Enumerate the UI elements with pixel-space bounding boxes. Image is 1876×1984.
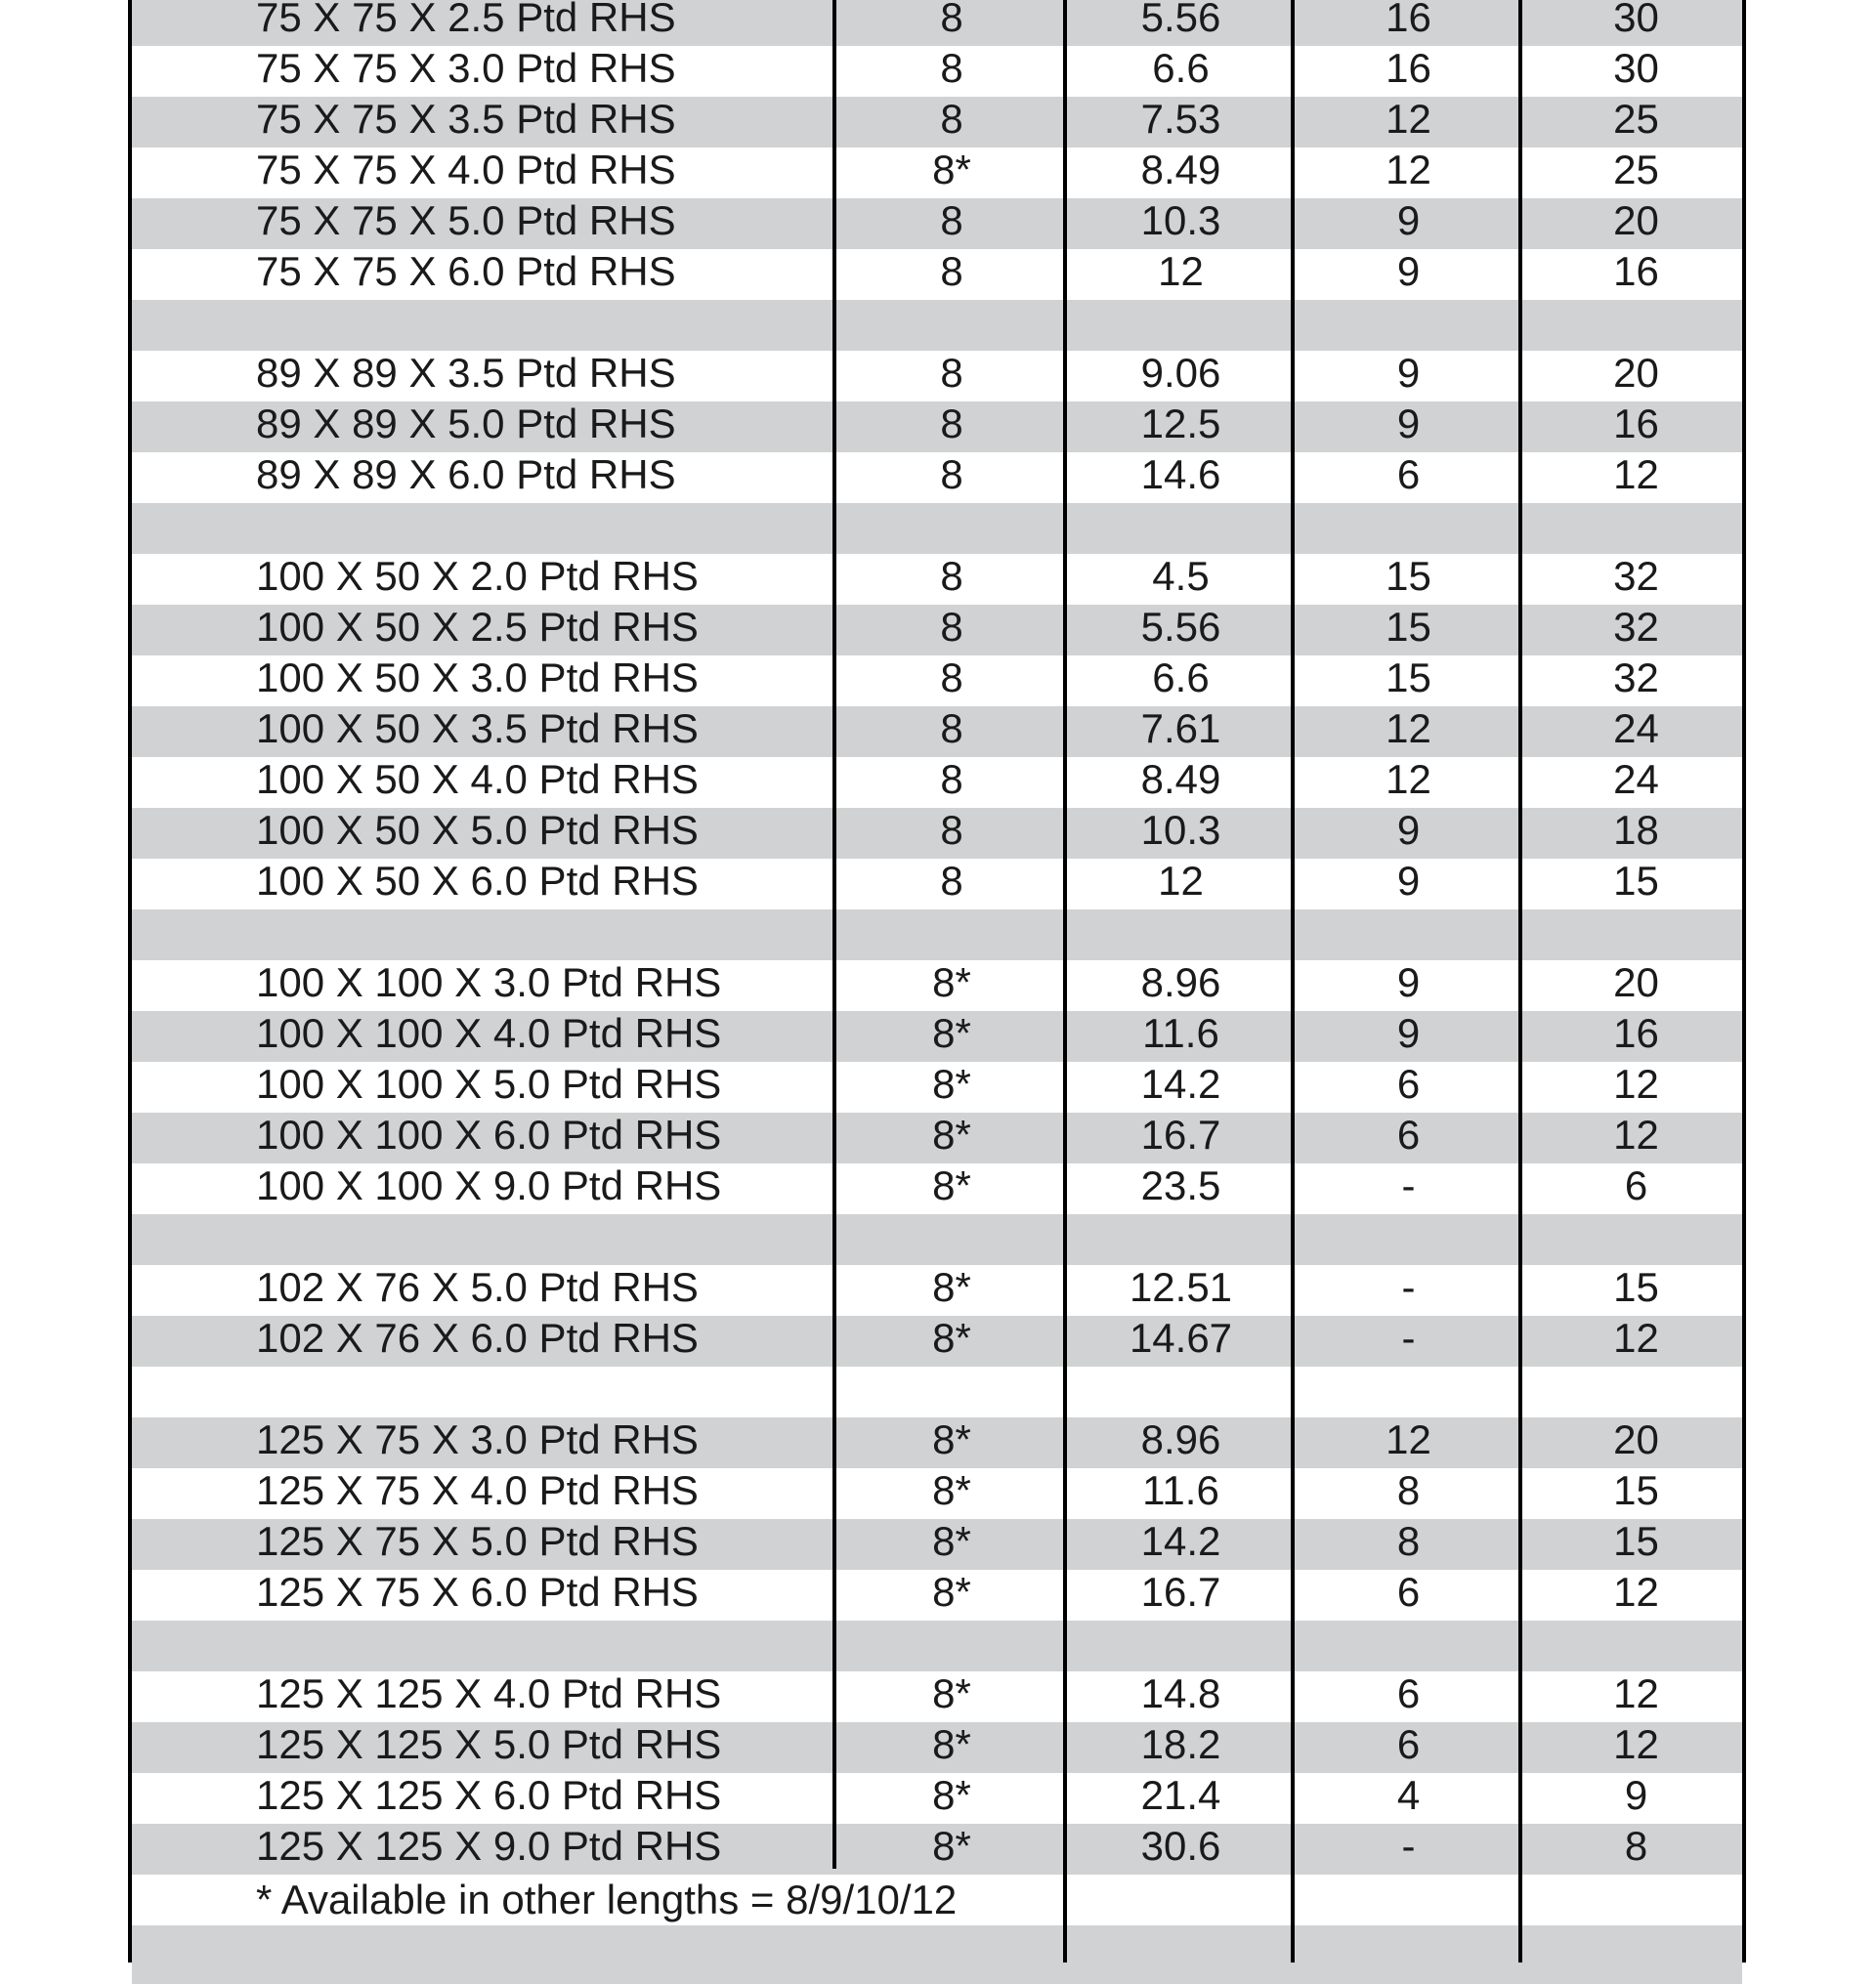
pack-qty-cell: 4 [1396,1772,1421,1818]
length-cell: 8* [932,1264,971,1310]
weight-cell: 30.6 [1140,1823,1221,1869]
size-cell: 100 X 100 X 3.0 Ptd RHS [256,959,722,1005]
table-row [132,97,1742,148]
size-cell: 100 X 50 X 5.0 Ptd RHS [256,807,699,853]
weight-cell [1067,300,1295,351]
weight-cell [1067,503,1295,554]
bundle-qty-cell: 20 [1613,197,1659,243]
size-cell: 75 X 75 X 5.0 Ptd RHS [256,197,676,243]
size-cell: 100 X 50 X 2.0 Ptd RHS [256,553,699,599]
pack-qty-cell: 12 [1386,1416,1431,1462]
weight-cell: 14.2 [1140,1061,1221,1107]
pack-qty-cell: 9 [1396,807,1421,853]
size-cell: 75 X 75 X 2.5 Ptd RHS [256,0,676,40]
weight-cell: 23.5 [1140,1162,1221,1208]
table-row [132,1722,1742,1773]
pack-qty-cell: 6 [1396,1061,1421,1107]
pack-qty-cell: 6 [1396,1721,1421,1767]
size-cell: 100 X 100 X 9.0 Ptd RHS [256,1162,722,1208]
bundle-qty-cell [1522,1214,1750,1265]
table-row [132,655,1742,706]
size-cell: 89 X 89 X 6.0 Ptd RHS [256,451,676,497]
weight-cell: 11.6 [1142,1467,1219,1513]
size-cell: 100 X 50 X 2.5 Ptd RHS [256,604,699,650]
weight-cell: 14.8 [1140,1670,1221,1716]
bundle-qty-cell: 9 [1624,1772,1648,1818]
size-cell: 100 X 50 X 3.0 Ptd RHS [256,654,699,700]
size-cell: 100 X 100 X 6.0 Ptd RHS [256,1112,722,1158]
size-cell: 89 X 89 X 5.0 Ptd RHS [256,401,676,446]
bundle-qty-cell: 25 [1613,147,1659,192]
bundle-qty-cell: 16 [1613,401,1659,446]
bundle-qty-cell: 15 [1613,1467,1659,1513]
table-row [132,808,1742,859]
bundle-qty-cell: 24 [1613,705,1659,751]
pack-qty-cell [1295,909,1522,960]
pack-qty-cell [1295,1621,1522,1671]
pack-qty-cell: 15 [1386,604,1431,650]
table-row [132,706,1742,757]
pack-qty-cell: 12 [1386,96,1431,142]
table-row [132,554,1742,605]
table-row [132,1519,1742,1570]
bundle-qty-cell: 8 [1624,1823,1648,1869]
length-cell: 8 [940,248,963,294]
table-row [132,1570,1742,1621]
table-row [132,1468,1742,1519]
size-cell: 75 X 75 X 6.0 Ptd RHS [256,248,676,294]
table-row [132,1113,1742,1163]
pack-qty-cell: 15 [1386,553,1431,599]
length-cell: 8* [932,147,971,192]
size-cell: 100 X 50 X 3.5 Ptd RHS [256,705,699,751]
table-row [132,1062,1742,1113]
pack-qty-cell: 9 [1396,858,1421,904]
length-cell: 8* [932,1112,971,1158]
length-cell: 8 [940,401,963,446]
bundle-qty-cell: 12 [1613,1670,1659,1716]
pack-qty-cell: 9 [1396,959,1421,1005]
pack-qty-cell [1295,1367,1522,1417]
length-cell: 8* [932,1518,971,1564]
length-cell [836,909,1067,960]
length-cell: 8* [932,1670,971,1716]
length-cell: 8 [940,451,963,497]
spacer-row [132,909,1742,960]
weight-cell: 10.3 [1140,807,1221,853]
size-cell: 100 X 50 X 4.0 Ptd RHS [256,756,699,802]
length-cell [836,1621,1067,1671]
pack-qty-cell: 9 [1396,1010,1421,1056]
bundle-qty-cell: 30 [1613,45,1659,91]
bundle-qty-cell: 12 [1613,451,1659,497]
pack-qty-cell: - [1401,1264,1416,1310]
table-row [132,859,1742,909]
length-cell: 8 [940,0,963,40]
table-row [132,1824,1742,1875]
size-cell: 89 X 89 X 3.5 Ptd RHS [256,350,676,396]
length-cell: 8 [940,350,963,396]
bundle-qty-cell [1522,1367,1750,1417]
size-cell: 100 X 50 X 6.0 Ptd RHS [256,858,699,904]
column-divider-weight [1291,0,1295,1963]
bundle-qty-cell [1522,1621,1750,1671]
spacer-row [132,503,1742,554]
size-cell: 125 X 75 X 4.0 Ptd RHS [256,1467,699,1513]
weight-cell: 7.53 [1140,96,1221,142]
table-row [132,148,1742,198]
table-row [132,249,1742,300]
pack-qty-cell: 9 [1396,350,1421,396]
bundle-qty-cell: 12 [1613,1721,1659,1767]
bundle-qty-cell: 24 [1613,756,1659,802]
bundle-qty-cell: 32 [1613,553,1659,599]
size-cell: 125 X 75 X 5.0 Ptd RHS [256,1518,699,1564]
bundle-qty-cell: 30 [1613,0,1659,40]
length-cell [836,300,1067,351]
bundle-qty-cell: 20 [1613,1416,1659,1462]
length-cell: 8* [932,959,971,1005]
pack-qty-cell: 6 [1396,1112,1421,1158]
size-cell: 75 X 75 X 4.0 Ptd RHS [256,147,676,192]
spacer-row [132,300,1742,351]
bundle-qty-cell [1522,300,1750,351]
length-cell [836,1214,1067,1265]
bundle-qty-cell: 12 [1613,1112,1659,1158]
length-cell: 8* [932,1772,971,1818]
bundle-qty-cell: 12 [1613,1315,1659,1361]
footnote-row [132,1875,1742,1925]
table-row [132,1265,1742,1316]
length-cell: 8* [932,1467,971,1513]
weight-cell: 12.5 [1140,401,1221,446]
weight-cell: 14.67 [1129,1315,1233,1361]
weight-cell [1067,1214,1295,1265]
weight-cell: 14.6 [1140,451,1221,497]
column-divider-length [1063,0,1067,1963]
pack-qty-cell: 9 [1396,197,1421,243]
pack-qty-cell: 6 [1396,451,1421,497]
length-cell: 8* [932,1061,971,1107]
size-cell: 125 X 125 X 9.0 Ptd RHS [256,1823,722,1869]
weight-cell: 9.06 [1140,350,1221,396]
spacer-row [132,1214,1742,1265]
bundle-qty-cell: 16 [1613,1010,1659,1056]
table-row [132,0,1742,46]
pack-qty-cell: 16 [1386,0,1431,40]
table-row [132,198,1742,249]
table-row [132,1773,1742,1824]
length-cell: 8 [940,553,963,599]
length-cell: 8 [940,654,963,700]
size-cell: 102 X 76 X 5.0 Ptd RHS [256,1264,699,1310]
weight-cell: 12.51 [1129,1264,1233,1310]
length-cell: 8 [940,197,963,243]
table-row [132,351,1742,401]
pack-qty-cell: - [1401,1315,1416,1361]
length-cell: 8 [940,858,963,904]
weight-cell: 11.6 [1142,1010,1219,1056]
pack-qty-cell: 16 [1386,45,1431,91]
size-cell: 100 X 100 X 4.0 Ptd RHS [256,1010,722,1056]
pack-qty-cell: 6 [1396,1670,1421,1716]
size-cell: 125 X 125 X 4.0 Ptd RHS [256,1670,722,1716]
spacer-row [132,1925,1742,1984]
pack-qty-cell: 15 [1386,654,1431,700]
pack-qty-cell: 12 [1386,756,1431,802]
length-cell: 8 [940,45,963,91]
weight-cell: 12 [1158,858,1204,904]
table-row [132,1417,1742,1468]
table-row [132,1011,1742,1062]
size-cell: 125 X 125 X 6.0 Ptd RHS [256,1772,722,1818]
table-row [132,1316,1742,1367]
length-cell: 8* [932,1162,971,1208]
weight-cell: 12 [1158,248,1204,294]
price-table [128,0,1746,1963]
bundle-qty-cell [1522,909,1750,960]
weight-cell: 6.6 [1152,654,1210,700]
bundle-qty-cell: 25 [1613,96,1659,142]
length-cell: 8 [940,756,963,802]
weight-cell: 16.7 [1140,1112,1221,1158]
size-cell: 75 X 75 X 3.5 Ptd RHS [256,96,676,142]
table-row [132,452,1742,503]
weight-cell [1067,909,1295,960]
pack-qty-cell: - [1401,1162,1416,1208]
table-row [132,401,1742,452]
weight-cell: 14.2 [1140,1518,1221,1564]
length-cell: 8 [940,96,963,142]
pack-qty-cell [1295,503,1522,554]
pack-qty-cell: - [1401,1823,1416,1869]
weight-cell: 10.3 [1140,197,1221,243]
table-row [132,960,1742,1011]
bundle-qty-cell: 6 [1624,1162,1648,1208]
size-cell: 102 X 76 X 6.0 Ptd RHS [256,1315,699,1361]
bundle-qty-cell: 12 [1613,1061,1659,1107]
weight-cell: 16.7 [1140,1569,1221,1615]
weight-cell: 5.56 [1140,0,1221,40]
length-cell: 8 [940,807,963,853]
weight-cell: 4.5 [1152,553,1210,599]
size-cell: 75 X 75 X 3.0 Ptd RHS [256,45,676,91]
weight-cell: 21.4 [1140,1772,1221,1818]
length-cell: 8* [932,1010,971,1056]
column-divider-size [832,0,836,1869]
size-cell: 125 X 125 X 5.0 Ptd RHS [256,1721,722,1767]
weight-cell: 8.96 [1140,1416,1221,1462]
bundle-qty-cell: 18 [1613,807,1659,853]
bundle-qty-cell: 20 [1613,959,1659,1005]
spacer-row [132,1367,1742,1417]
bundle-qty-cell: 32 [1613,604,1659,650]
weight-cell: 7.61 [1140,705,1221,751]
weight-cell: 8.49 [1140,756,1221,802]
table-row [132,757,1742,808]
bundle-qty-cell [1522,503,1750,554]
bundle-qty-cell: 32 [1613,654,1659,700]
pack-qty-cell [1295,1214,1522,1265]
spacer-row [132,1621,1742,1671]
pack-qty-cell: 12 [1386,705,1431,751]
length-cell [836,1367,1067,1417]
bundle-qty-cell: 12 [1613,1569,1659,1615]
bundle-qty-cell: 15 [1613,858,1659,904]
bundle-qty-cell: 20 [1613,350,1659,396]
length-cell: 8* [932,1569,971,1615]
size-cell: 100 X 100 X 5.0 Ptd RHS [256,1061,722,1107]
weight-cell: 18.2 [1140,1721,1221,1767]
pack-qty-cell: 6 [1396,1569,1421,1615]
length-cell: 8 [940,705,963,751]
length-cell: 8* [932,1416,971,1462]
length-cell: 8* [932,1315,971,1361]
pack-qty-cell: 9 [1396,401,1421,446]
length-cell: 8* [932,1721,971,1767]
bundle-qty-cell: 15 [1613,1518,1659,1564]
weight-cell [1067,1621,1295,1671]
weight-cell [1067,1367,1295,1417]
pack-qty-cell: 9 [1396,248,1421,294]
footnote: * Available in other lengths = 8/9/10/12 [256,1877,958,1922]
size-cell: 125 X 75 X 3.0 Ptd RHS [256,1416,699,1462]
length-cell: 8 [940,604,963,650]
pack-qty-cell [1295,300,1522,351]
bundle-qty-cell: 15 [1613,1264,1659,1310]
table-row [132,1163,1742,1214]
column-divider-pack [1518,0,1522,1963]
length-cell [836,503,1067,554]
table-row [132,46,1742,97]
table-row [132,1671,1742,1722]
weight-cell: 8.96 [1140,959,1221,1005]
length-cell: 8* [932,1823,971,1869]
weight-cell: 5.56 [1140,604,1221,650]
pack-qty-cell: 8 [1396,1467,1421,1513]
size-cell: 125 X 75 X 6.0 Ptd RHS [256,1569,699,1615]
table-row [132,605,1742,655]
bundle-qty-cell: 16 [1613,248,1659,294]
weight-cell: 8.49 [1140,147,1221,192]
pack-qty-cell: 12 [1386,147,1431,192]
weight-cell: 6.6 [1152,45,1210,91]
pack-qty-cell: 8 [1396,1518,1421,1564]
